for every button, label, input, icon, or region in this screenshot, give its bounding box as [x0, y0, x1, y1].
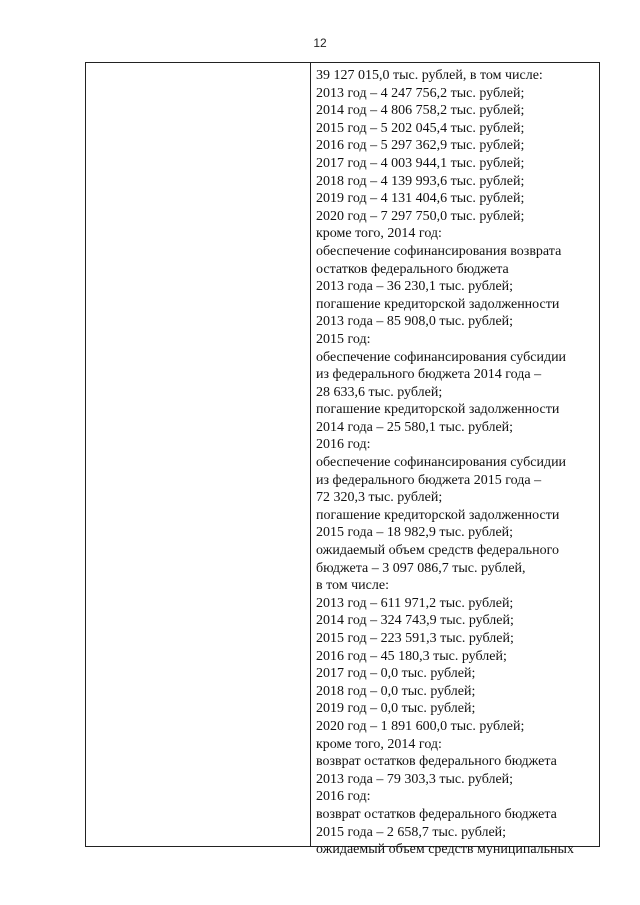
text-line: из федерального бюджета 2014 года – — [316, 367, 542, 383]
text-line: 2016 год: — [316, 437, 371, 453]
page-number: 12 — [313, 36, 327, 50]
text-line: 2020 год – 7 297 750,0 тыс. рублей; — [316, 208, 525, 224]
text-line: 2015 года – 2 658,7 тыс. рублей; — [316, 824, 507, 840]
text-line: 2013 год – 4 247 756,2 тыс. рублей; — [316, 85, 525, 101]
text-line: 2015 год – 223 591,3 тыс. рублей; — [316, 631, 514, 646]
text-line: 2016 год: — [316, 789, 371, 805]
text-line: возврат остатков федерального бюджета — [316, 806, 557, 822]
text-line: ожидаемый объем средств федерального — [316, 543, 560, 559]
text-line: погашение кредиторской задолженности — [316, 507, 560, 523]
document-table — [85, 62, 600, 858]
text-line: кроме того, 2014 год: — [316, 736, 442, 752]
text-line: 2017 год – 0,0 тыс. рублей; — [316, 666, 476, 682]
text-line: остатков федерального бюджета — [316, 261, 509, 277]
text-line: погашение кредиторской задолженности — [316, 296, 560, 312]
text-line: обеспечение софинансирования субсидии — [316, 455, 567, 471]
text-line: обеспечение софинансирования возврата — [316, 243, 562, 259]
text-line: 2018 год – 0,0 тыс. рублей; — [316, 683, 476, 699]
text-line: 72 320,3 тыс. рублей; — [316, 490, 443, 506]
text-line: 2020 год – 1 891 600,0 тыс. рублей; — [316, 718, 525, 734]
text-line: кроме того, 2014 год: — [316, 226, 442, 242]
table-right-cell — [311, 63, 599, 858]
text-line: бюджета – 3 097 086,7 тыс. рублей, — [316, 560, 526, 576]
text-line: 2013 года – 85 908,0 тыс. рублей; — [316, 314, 514, 330]
table-left-cell — [86, 63, 311, 846]
text-line: погашение кредиторской задолженности — [316, 402, 560, 418]
text-line: 2016 год – 45 180,3 тыс. рублей; — [316, 648, 507, 664]
text-line: 2014 года – 25 580,1 тыс. рублей; — [316, 419, 514, 435]
text-line: возврат остатков федерального бюджета — [316, 754, 557, 770]
text-line: 28 633,6 тыс. рублей; — [316, 384, 443, 400]
text-line: 2016 год – 5 297 362,9 тыс. рублей; — [316, 138, 525, 154]
text-line: в том числе: — [316, 578, 389, 594]
text-line: ожидаемый объем средств муниципальных — [316, 842, 574, 858]
text-line: из федерального бюджета 2015 года – — [316, 472, 542, 488]
text-line: 2015 год: — [316, 331, 371, 347]
text-line: 2013 года – 79 303,3 тыс. рублей; — [316, 771, 514, 787]
text-line: 2019 год – 4 131 404,6 тыс. рублей; — [316, 191, 525, 207]
text-line: 2017 год – 4 003 944,1 тыс. рублей; — [316, 155, 525, 171]
text-line: обеспечение софинансирования субсидии — [316, 349, 567, 365]
text-line: 2013 года – 36 230,1 тыс. рублей; — [316, 279, 514, 295]
text-line: 2015 года – 18 982,9 тыс. рублей; — [316, 525, 514, 541]
text-line: 2014 год – 4 806 758,2 тыс. рублей; — [316, 103, 525, 119]
text-line: 2014 год – 324 743,9 тыс. рублей; — [316, 613, 514, 629]
text-line: 2015 год – 5 202 045,4 тыс. рублей; — [316, 120, 525, 136]
text-line: 2018 год – 4 139 993,6 тыс. рублей; — [316, 173, 525, 189]
text-line: 2019 год – 0,0 тыс. рублей; — [316, 701, 476, 717]
text-line: 39 127 015,0 тыс. рублей, в том числе: — [316, 68, 543, 83]
text-line: 2013 год – 611 971,2 тыс. рублей; — [316, 595, 514, 611]
